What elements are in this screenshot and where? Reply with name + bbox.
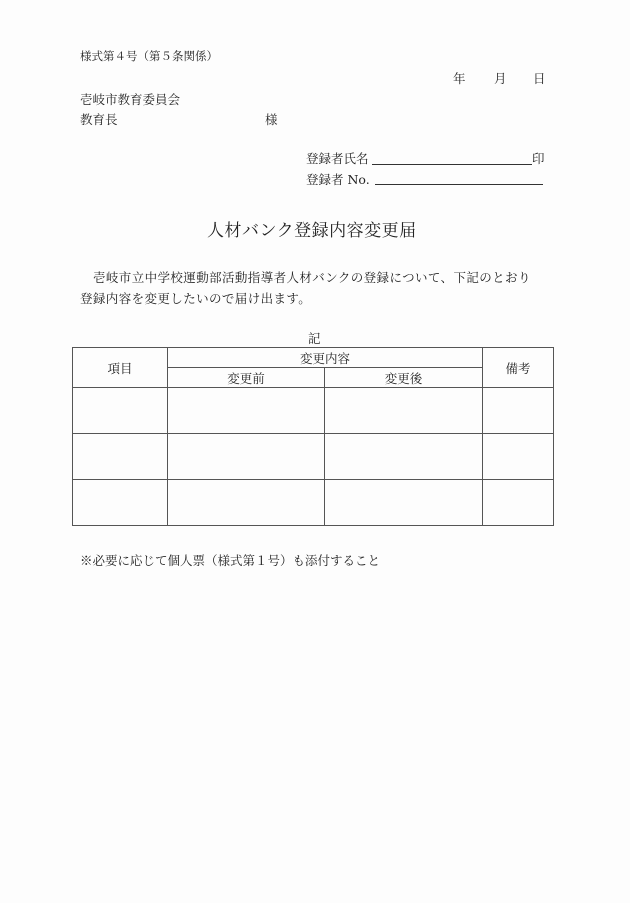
table-row [73, 480, 554, 526]
cell-after[interactable] [325, 434, 483, 480]
cell-after[interactable] [325, 480, 483, 526]
body-line-1: 壱岐市立中学校運動部活動指導者人材バンクの登録について、下記のとおり [93, 270, 531, 285]
registrant-name-label: 登録者氏名 [306, 151, 369, 166]
date-year-label: 年 [453, 71, 466, 86]
date-day-label: 日 [533, 71, 546, 86]
cell-item[interactable] [73, 388, 168, 434]
document-title: 人材バンク登録内容変更届 [207, 221, 417, 241]
ki-label: 記 [308, 331, 321, 346]
addressee-org: 壱岐市教育委員会 [80, 92, 181, 107]
header-before: 変更前 [168, 368, 325, 388]
cell-before[interactable] [168, 480, 325, 526]
seal-mark: 印 [532, 151, 545, 166]
cell-before[interactable] [168, 388, 325, 434]
header-change: 変更内容 [168, 348, 483, 368]
cell-after[interactable] [325, 388, 483, 434]
header-item: 項目 [73, 348, 168, 388]
cell-remarks[interactable] [483, 480, 554, 526]
cell-remarks[interactable] [483, 388, 554, 434]
registrant-number-line[interactable] [375, 184, 543, 185]
date-month-label: 月 [494, 71, 507, 86]
table-row [73, 388, 554, 434]
addressee-honorific: 様 [265, 112, 278, 127]
cell-remarks[interactable] [483, 434, 554, 480]
body-line-2: 登録内容を変更したいので届け出ます。 [80, 291, 312, 306]
change-table [72, 347, 554, 526]
attachment-note: ※必要に応じて個人票（様式第１号）も添付すること [80, 553, 381, 568]
registrant-number-label: 登録者 No. [306, 172, 370, 187]
registrant-name-line[interactable] [372, 164, 532, 165]
header-remarks: 備考 [483, 348, 554, 388]
form-number: 様式第４号（第５条関係） [80, 49, 218, 63]
cell-item[interactable] [73, 480, 168, 526]
table-row [73, 434, 554, 480]
cell-before[interactable] [168, 434, 325, 480]
header-after: 変更後 [325, 368, 483, 388]
cell-item[interactable] [73, 434, 168, 480]
addressee-title: 教育長 [80, 112, 118, 127]
